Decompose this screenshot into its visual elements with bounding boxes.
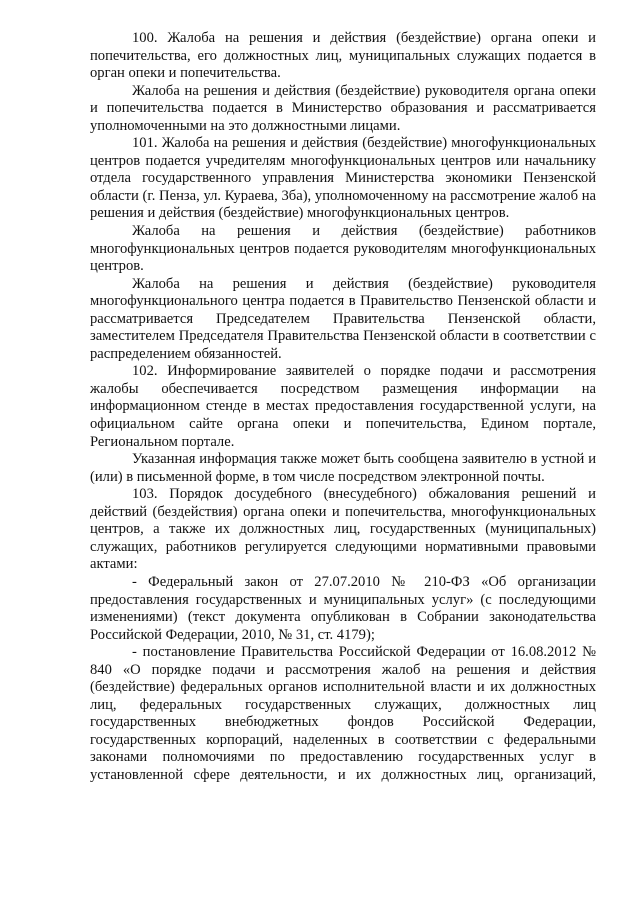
list-item-federal-law: - Федеральный закон от 27.07.2010 № 210-ФЗ «Об организации предоставления государственных и муниципальных услуг» (с последующими изменениями) (текст документа опубликован в Собрании законодательства Российской Федерации, 2010, № 31, ст. 4179); bbox=[90, 573, 596, 643]
paragraph-complaint-mfc-head: Жалоба на решения и действия (бездействие) руководителя многофункционального центра подается в Правительство Пензенской области и рассматривается Председателем Правительства Пензенской области, заместителем Председателя Правительства Пензенской области в соответствии с распределением обязанностей. bbox=[90, 275, 596, 362]
paragraph-101: 101. Жалоба на решения и действия (бездействие) многофункциональных центров подается учредителям многофункциональных центров или начальнику отдела государственного управления Министерства экономики Пензенской области (г. Пенза, ул. Кураева, 3ба), уполномоченному на рассмотрение жалоб на решения и действия (бездействие) многофункциональных центров. bbox=[90, 135, 596, 222]
paragraph-complaint-guardianship-head: Жалоба на решения и действия (бездействие) руководителя органа опеки и попечительства подается в Министерство образования и рассматривается уполномоченными на это должностными лицами. bbox=[90, 82, 596, 134]
paragraph-103: 103. Порядок досудебного (внесудебного) обжалования решений и действий (бездействия) органа опеки и попечительства, многофункциональных центров, а также их должностных лиц, государственных (муниципальных) служащих, работников регулируется следующими нормативными правовыми актами: bbox=[90, 486, 596, 573]
document-page bbox=[90, 30, 596, 785]
paragraph-complaint-mfc-workers: Жалоба на решения и действия (бездействие) работников многофункциональных центров подается руководителям многофункциональных центров. bbox=[90, 223, 596, 275]
paragraph-102: 102. Информирование заявителей о порядке подачи и рассмотрения жалобы обеспечивается посредством размещения информации на информационном стенде в местах предоставления государственной услуги, на официальном сайте органа опеки и попечительства, Едином портале, Региональном портале. bbox=[90, 363, 596, 450]
paragraph-info-oral-written: Указанная информация также может быть сообщена заявителю в устной и (или) в письменной форме, в том числе посредством электронной почты. bbox=[90, 451, 596, 485]
list-item-government-resolution: - постановление Правительства Российской Федерации от 16.08.2012 № 840 «О порядке подачи и рассмотрения жалоб на решения и действия (бездействие) федеральных органов исполнительной власти и их должностных лиц, федеральных государственных служащих, должностных лиц государственных внебюджетных фондов Российской Федерации, государственных корпораций, наделенных в соответствии с федеральными законами полномочиями по предоставлению государственных услуг в установленной сфере деятельности, и их должностных лиц, организаций, bbox=[90, 644, 596, 783]
paragraph-100: 100. Жалоба на решения и действия (бездействие) органа опеки и попечительства, его должностных лиц, муниципальных служащих подается в орган опеки и попечительства. bbox=[90, 30, 596, 82]
